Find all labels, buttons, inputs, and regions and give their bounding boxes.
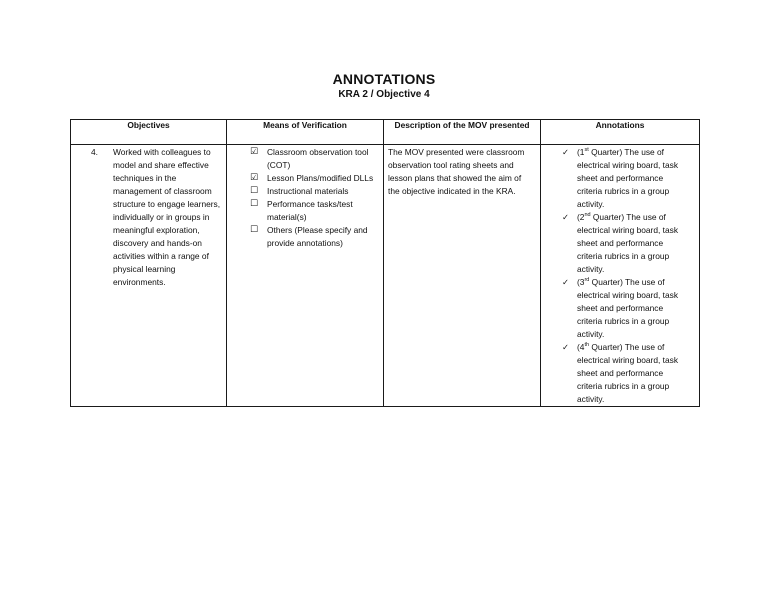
check-mark-icon: ✓: [562, 147, 570, 157]
mov-item-label: Lesson Plans/modified DLLs: [267, 173, 374, 183]
mov-item-performance-tasks: [231, 198, 379, 224]
mov-item-label: Performance tasks/test material(s): [267, 199, 353, 222]
mov-item-others: [231, 224, 379, 250]
mov-item-lesson-plans: [231, 172, 379, 185]
annotations-list: [545, 146, 695, 406]
document-title: ANNOTATIONS: [332, 71, 436, 87]
checked-box-icon: ☑: [250, 173, 259, 183]
check-mark-icon: ✓: [562, 212, 570, 222]
annotation-item-q1: [545, 146, 695, 211]
annotation-item-q2: [545, 211, 695, 276]
mov-cell: [227, 145, 384, 407]
annotation-item-q4: [545, 341, 695, 406]
table-header-row: [71, 120, 700, 145]
check-mark-icon: ✓: [562, 277, 570, 287]
annotation-text: (3rd Quarter) The use of electrical wiring board, task sheet and performance criteria rubrics in a group activity.: [577, 277, 679, 339]
objective-text: Worked with colleagues to model and share effective techniques in the management of classroom structure to engage learners, individually or in groups in meaningful exploration, discovery and hands-on activities within a range of physical learning environments.: [113, 147, 221, 287]
mov-item-label: Classroom observation tool (COT): [267, 147, 369, 170]
annotation-text: (2nd Quarter) The use of electrical wiring board, task sheet and performance criteria rubrics in a group activity.: [577, 212, 679, 274]
description-cell: [384, 145, 541, 407]
table-row: [71, 145, 700, 407]
mov-item-cot: [231, 146, 379, 172]
mov-item-label: Instructional materials: [267, 186, 349, 196]
mov-item-instructional-materials: [231, 185, 379, 198]
annotation-text: (1st Quarter) The use of electrical wiring board, task sheet and performance criteria rubrics in a group activity.: [577, 147, 679, 209]
objective-cell: [71, 145, 227, 407]
annotations-cell: [541, 145, 700, 407]
objective-number: 4.: [91, 147, 98, 157]
mov-list: [231, 146, 379, 250]
annotation-text: (4th Quarter) The use of electrical wiring board, task sheet and performance criteria rubrics in a group activity.: [577, 342, 679, 404]
checked-box-icon: ☑: [250, 147, 259, 157]
description-text: The MOV presented were classroom observation tool rating sheets and lesson plans that showed the aim of the objective indicated in the KRA.: [388, 147, 525, 196]
document-subtitle: KRA 2 / Objective 4: [338, 89, 430, 100]
header-annotations: Annotations: [541, 120, 700, 145]
mov-item-label: Others (Please specify and provide annotations): [267, 225, 368, 248]
header-objectives: Objectives: [71, 120, 227, 145]
unchecked-box-icon: ☐: [250, 225, 259, 235]
unchecked-box-icon: ☐: [250, 199, 259, 209]
header-means-of-verification: Means of Verification: [227, 120, 384, 145]
mov-table: [70, 119, 700, 407]
header-description: Description of the MOV presented: [384, 120, 541, 145]
annotation-item-q3: [545, 276, 695, 341]
unchecked-box-icon: ☐: [250, 186, 259, 196]
check-mark-icon: ✓: [562, 342, 570, 352]
